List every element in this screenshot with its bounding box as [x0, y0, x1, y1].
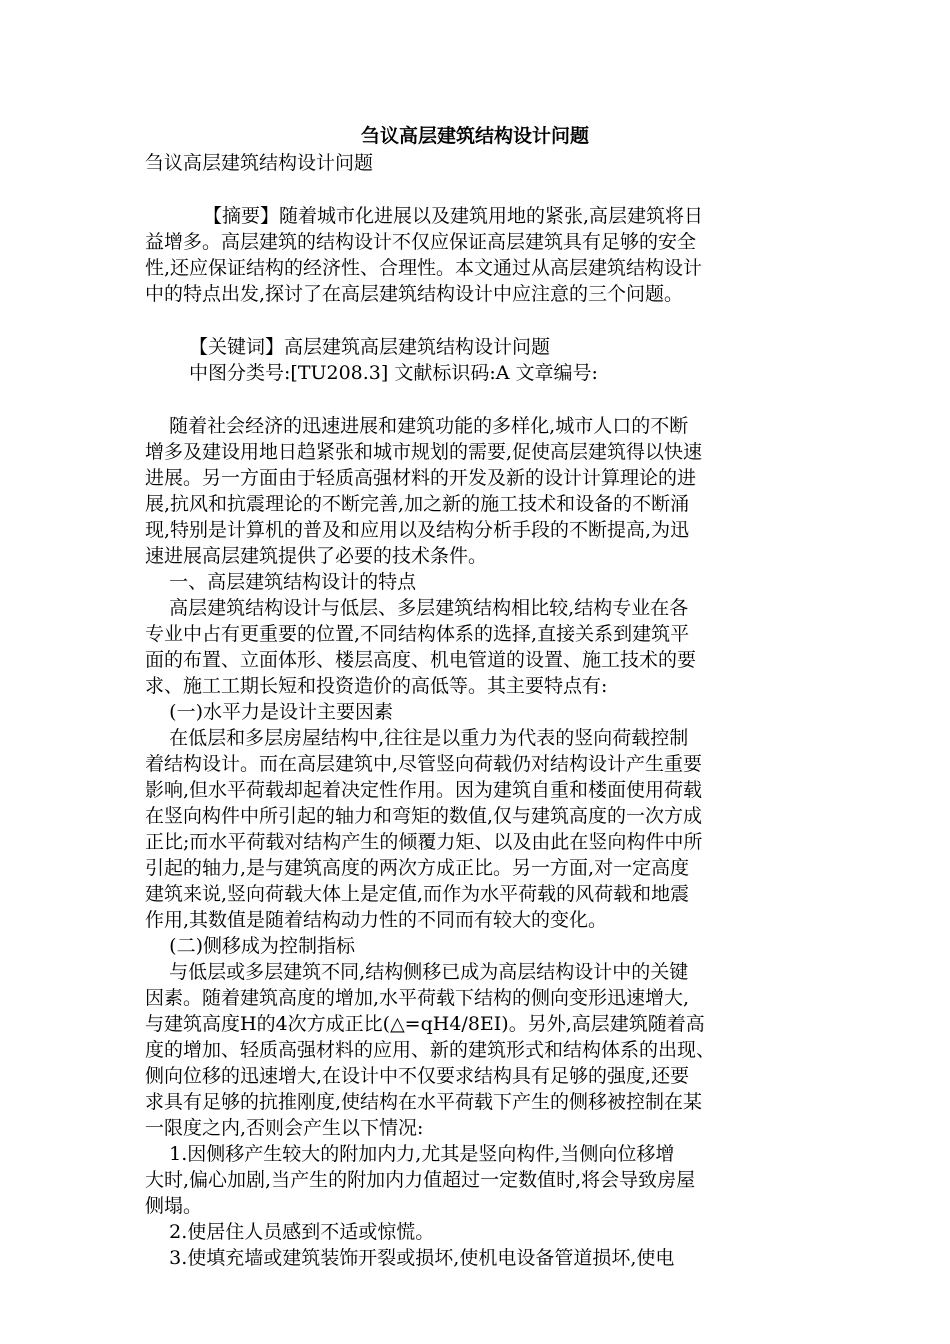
body-line: 与低层或多层建筑不同,结构侧移已成为高层结构设计中的关键	[145, 961, 689, 983]
body-line: 在低层和多层房屋结构中,往往是以重力为代表的竖向荷载控制	[145, 727, 689, 749]
abstract-line: 性,还应保证结构的经济性、合理性。本文通过从高层建筑结构设计	[145, 257, 703, 279]
body-line: 高层建筑结构设计与低层、多层建筑结构相比较,结构专业在各	[145, 597, 689, 619]
document-body	[145, 150, 810, 1271]
body-line: 度的增加、轻质高强材料的应用、新的建筑形式和结构体系的出现、	[145, 1039, 716, 1061]
spacer	[145, 307, 810, 334]
body-line: 与建筑高度H的4次方成正比(△=qH4/8EI)。另外,高层建筑随着高	[145, 1013, 705, 1035]
abstract-line: 益增多。高层建筑的结构设计不仅应保证高层建筑具有足够的安全	[145, 231, 697, 253]
body-line: 专业中占有更重要的位置,不同结构体系的选择,直接关系到建筑平	[145, 623, 690, 645]
body-line: 侧塌。	[145, 1195, 203, 1217]
body-line: 增多及建设用地日趋紧张和城市规划的需要,促使高层建筑得以快速	[145, 441, 703, 463]
body-line: 速进展高层建筑提供了必要的技术条件。	[145, 545, 488, 567]
body-line: 引起的轴力,是与建筑高度的两次方成正比。另一方面,对一定高度	[145, 857, 690, 879]
body-line: 正比;而水平荷载对结构产生的倾覆力矩、以及由此在竖向构件中所	[145, 831, 703, 853]
body-line: 一限度之内,否则会产生以下情况:	[145, 1117, 424, 1139]
body-line: 作用,其数值是随着结构动力性的不同而有较大的变化。	[145, 909, 608, 931]
body-line: 随着社会经济的迅速进展和建筑功能的多样化,城市人口的不断	[145, 415, 689, 437]
abstract-block	[145, 203, 810, 307]
document-title: 刍议高层建筑结构设计问题	[360, 125, 589, 147]
body-line: 面的布置、立面体形、楼层高度、机电管道的设置、施工技术的要	[145, 649, 697, 671]
body-line: 影响,但水平荷载却起着决定性作用。因为建筑自重和楼面使用荷载	[145, 779, 703, 801]
spacer	[145, 176, 810, 203]
body-line: (二)侧移成为控制指标	[145, 935, 355, 957]
abstract-line: 【摘要】随着城市化进展以及建筑用地的紧张,高层建筑将日	[203, 205, 704, 227]
body-line: 一、高层建筑结构设计的特点	[145, 571, 417, 593]
body-line: 1.因侧移产生较大的附加内力,尤其是竖向构件,当侧向位移增	[145, 1143, 675, 1165]
body-line: 2.使居住人员感到不适或惊慌。	[145, 1221, 435, 1243]
body-line: 展,抗风和抗震理论的不断完善,加之新的施工技术和设备的不断涌	[145, 493, 690, 515]
body-line: 3.使填充墙或建筑装饰开裂或损坏,使机电设备管道损坏,使电	[145, 1247, 675, 1269]
keywords-line: 【关键词】高层建筑高层建筑结构设计问题	[189, 336, 551, 358]
body-line: 求具有足够的抗推刚度,使结构在水平荷载下产生的侧移被控制在某	[145, 1091, 703, 1113]
body-line: 现,特别是计算机的普及和应用以及结构分析手段的不断提高,为迅	[145, 519, 690, 541]
body-line: 在竖向构件中所引起的轴力和弯矩的数值,仅与建筑高度的一次方成	[145, 805, 703, 827]
body-line: 大时,偏心加剧,当产生的附加内力值超过一定数值时,将会导致房屋	[145, 1169, 696, 1191]
body-line: 建筑来说,竖向荷载大体上是定值,而作为水平荷载的风荷载和地震	[145, 883, 690, 905]
document-subtitle: 刍议高层建筑结构设计问题	[145, 152, 374, 174]
body-line: 求、施工工期长短和投资造价的高低等。其主要特点有:	[145, 675, 608, 697]
body-line: 侧向位移的迅速增大,在设计中不仅要求结构具有足够的强度,还要	[145, 1065, 690, 1087]
abstract-line: 中的特点出发,探讨了在高层建筑结构设计中应注意的三个问题。	[145, 283, 684, 305]
classification-line: 中图分类号:[TU208.3] 文献标识码:A 文章编号:	[189, 362, 598, 384]
body-line: 进展。另一方面由于轻质高强材料的开发及新的设计计算理论的进	[145, 467, 697, 489]
spacer	[145, 386, 810, 413]
body-line: (一)水平力是设计主要因素	[145, 701, 393, 723]
body-line: 着结构设计。而在高层建筑中,尽管竖向荷载仍对结构设计产生重要	[145, 753, 703, 775]
body-text	[145, 413, 810, 1271]
body-line: 因素。随着建筑高度的增加,水平荷载下结构的侧向变形迅速增大,	[145, 987, 690, 1009]
